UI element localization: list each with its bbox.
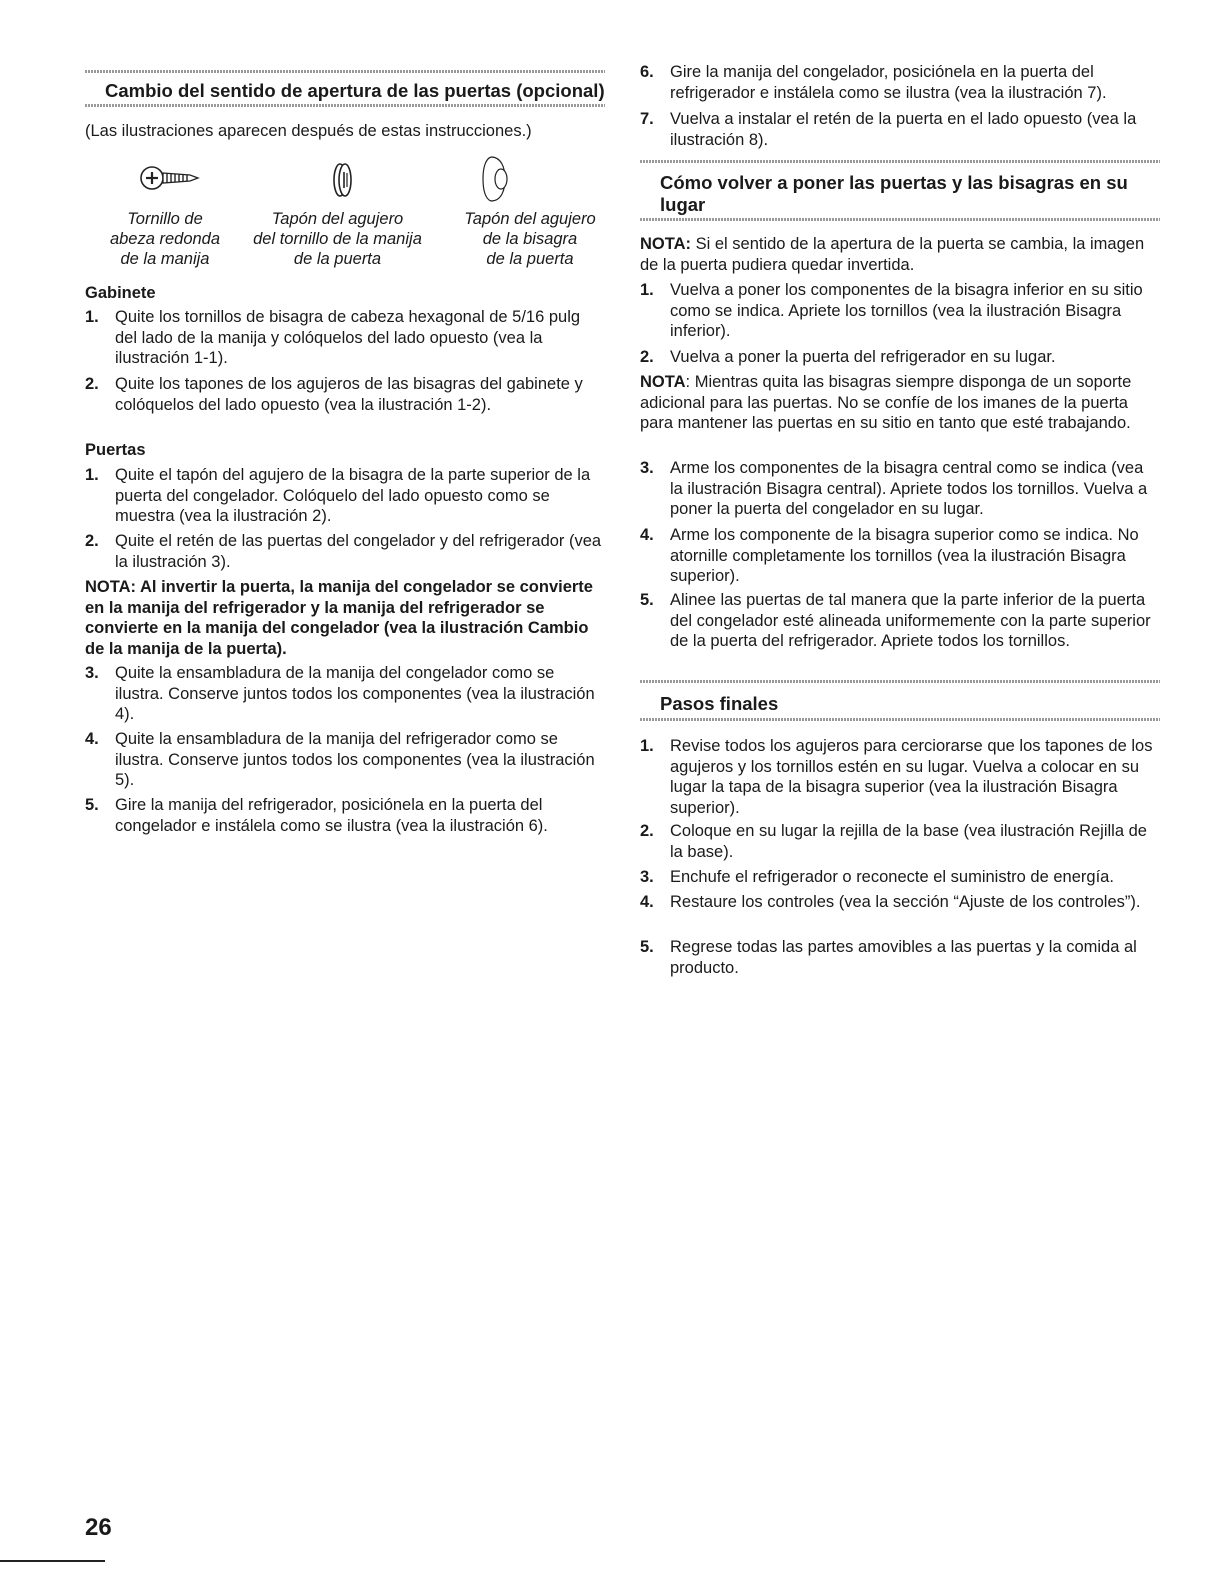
list-item: 4. Quite la ensambladura de la manija del refrigerador como se ilustra. Conserve juntos todos los componentes (vea la ilustración 5). [85,730,595,789]
list-item: 5. Gire la manija del refrigerador, posiciónela en la puerta del congelador e instálela como se ilustra (vea la ilustración 6). [85,796,548,835]
caption-handle-plug: Tapón del agujero del tornillo de la manija de la puerta [253,210,422,268]
section-top-rule [85,70,605,73]
list-item: 6. Gire la manija del congelador, posiciónela en la puerta del refrigerador e instálela como se ilustra (vea la ilustración 7). [640,63,1107,102]
list-item: 3. Enchufe el refrigerador o reconecte el suministro de energía. [640,868,1114,886]
section-bottom-rule [640,218,1160,221]
section-bottom-rule [640,718,1160,721]
subheading-puertas: Puertas [85,441,146,459]
list-item: 2. Vuelva a poner la puerta del refrigerador en su lugar. [640,348,1056,366]
caption-screw: Tornillo de abeza redonda de la manija [109,210,221,268]
list-item: 4. Restaure los controles (vea la sección “Ajuste de los controles”). [640,893,1141,911]
round-head-screw-icon [140,162,200,199]
list-item: 5. Alinee las puertas de tal manera que la parte inferior de la puerta del congelador esté alineada uniformemente con la parte superior de la puerta del refrigerador. Apriete todos los tornillos. [640,591,1151,650]
list-item: 1. Quite el tapón del agujero de la bisagra de la parte superior de la puerta del congelador. Colóquelo del lado opuesto como se muestra (vea la ilustración 2). [85,466,591,525]
list-item: 2. Quite los tapones de los agujeros de las bisagras del gabinete y colóquelos del lado opuesto (vea la ilustración 1-2). [85,375,583,414]
list-item: 2. Quite el retén de las puertas del congelador y del refrigerador (vea la ilustración 3). [85,532,602,571]
footer-rule [0,1560,105,1562]
list-item: 3. Arme los componentes de la bisagra central como se indica (vea la ilustración Bisagra central). Apriete todos los tornillos. Vuelva a poner la puerta del congelador en su lugar. [640,459,1148,518]
section-top-rule [640,160,1160,163]
intro-text: (Las ilustraciones aparecen después de estas instrucciones.) [85,122,532,140]
note-image-inverted: NOTA: Si el sentido de la apertura de la puerta se cambia, la imagen de la puerta pudiera quedar invertida. [640,235,1145,274]
handle-screw-hole-plug-icon [330,158,358,207]
section-bottom-rule [85,104,605,107]
list-item: 4. Arme los componente de la bisagra superior como se indica. No atornille completamente los tornillos (vea la ilustración Bisagra superior). [640,526,1139,585]
note-hinge-support: NOTA: Mientras quita las bisagras siempre disponga de un soporte adicional para las puertas. No se confíe de los imanes de la puerta para mantener las puertas en su sitio en tanto que esté trabajando. [640,373,1132,432]
caption-hinge-plug: Tapón del agujero de la bisagra de la puerta [464,210,596,268]
subheading-gabinete: Gabinete [85,284,156,302]
note-handle-swap: NOTA: Al invertir la puerta, la manija del congelador se convierte en la manija del refrigerador y la manija del refrigerador se convierte en la manija del congelador (vea la ilustración Cambio de la manija de la puerta). [85,578,593,658]
section-title: Pasos finales [660,693,779,714]
list-item: 2. Coloque en su lugar la rejilla de la base (vea ilustración Rejilla de la base). [640,822,1147,861]
section-top-rule [640,680,1160,683]
list-item: 5. Regrese todas las partes amovibles a las puertas y la comida al producto. [640,938,1137,977]
list-item: 3. Quite la ensambladura de la manija del congelador como se ilustra. Conserve juntos todos los componentes (vea la ilustración 4). [85,664,595,723]
section-title: Cambio del sentido de apertura de las puertas (opcional) [105,80,605,101]
page-number: 26 [85,1514,112,1541]
list-item: 1. Quite los tornillos de bisagra de cabeza hexagonal de 5/16 pulg del lado de la manija y colóquelos del lado opuesto (vea la ilustración 1-1). [85,308,581,367]
list-item: 1. Vuelva a poner los componentes de la bisagra inferior en su sitio como se indica. Apriete los tornillos (vea la ilustración Bisagra inferior). [640,281,1143,340]
list-item: 1. Revise todos los agujeros para cerciorarse que los tapones de los agujeros y los tornillos estén en su lugar. Vuelva a colocar en su lugar la tapa de la bisagra superior (vea la ilustración Bisagra superior). [640,737,1153,817]
section-title: Cómo volver a poner las puertas y las bisagras en su lugar [660,172,1128,215]
hinge-hole-plug-icon [477,153,517,210]
list-item: 7. Vuelva a instalar el retén de la puerta en el lado opuesto (vea la ilustración 8). [640,110,1137,149]
